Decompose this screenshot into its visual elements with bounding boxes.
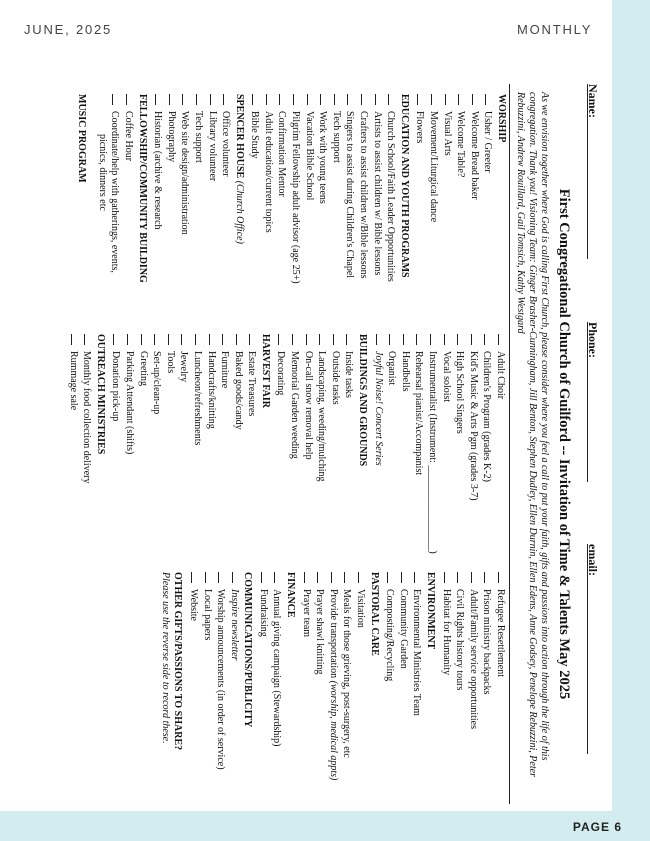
list-item[interactable]: Decorating bbox=[274, 334, 288, 564]
list-item[interactable]: Refugee Resettlement bbox=[493, 572, 507, 804]
list-item[interactable]: Greeting bbox=[136, 334, 150, 564]
list-item[interactable]: Community Garden bbox=[396, 572, 410, 804]
form-title: First Congregational Church of Guilford -- Invitation of Time & Talents May 2025 bbox=[556, 188, 572, 700]
list-item[interactable]: Rehearsal pianist/Accompanist bbox=[412, 334, 426, 564]
page-number: PAGE 6 bbox=[572, 820, 622, 834]
list-item[interactable]: Annual giving campaign (Stewardship) bbox=[270, 572, 284, 804]
list-item[interactable]: Furniture bbox=[218, 334, 232, 564]
list-item[interactable]: Adult Choir bbox=[493, 334, 507, 564]
section-title: COMMUNICATIONS/PUBLICITY bbox=[242, 572, 254, 728]
list-item[interactable]: Confirmation Mentor bbox=[275, 94, 289, 324]
list-item[interactable]: Tech support bbox=[329, 94, 343, 324]
list-item[interactable]: Donation pick-up bbox=[109, 334, 123, 564]
list-item[interactable]: Usher / Greeter bbox=[481, 94, 495, 324]
time-talents-form bbox=[25, 84, 600, 804]
email-label: email: bbox=[586, 544, 600, 576]
list-item[interactable]: Church School/Faith Leader Opportunities bbox=[384, 94, 398, 324]
list-item[interactable]: Worship announcements (in order of service) bbox=[214, 572, 228, 804]
list-item[interactable]: Historian (archive & research bbox=[151, 94, 165, 324]
section-title: WORSHIP bbox=[496, 94, 507, 143]
column-3 bbox=[158, 572, 507, 804]
section-title: MUSIC PROGRAM bbox=[76, 94, 88, 183]
list-item[interactable]: Landscaping, weeding/mulching bbox=[315, 334, 329, 564]
list-item[interactable]: Environmental Ministries Team bbox=[410, 572, 424, 804]
list-item[interactable]: Welcome Table? bbox=[454, 94, 468, 324]
list-item[interactable]: Provide transportation (worship, medical appts) bbox=[326, 572, 340, 804]
list-item[interactable]: Tools bbox=[163, 334, 177, 564]
issue-date: JUNE, 2025 bbox=[24, 22, 113, 37]
list-item[interactable]: Photography bbox=[164, 94, 178, 324]
list-item[interactable]: Composting/Recycling bbox=[383, 572, 397, 804]
list-item[interactable]: Instrumentalist (Instrument: _________________) bbox=[425, 334, 439, 564]
list-item[interactable]: Local papers bbox=[200, 572, 214, 804]
list-item[interactable]: On-call snow removal help bbox=[301, 334, 315, 564]
list-item[interactable]: Meals for those grieving, post-surgery, etc bbox=[340, 572, 354, 804]
list-item[interactable]: Vocal soloist bbox=[439, 334, 453, 564]
list-item[interactable]: Website bbox=[186, 572, 200, 804]
list-item[interactable]: Office volunteer bbox=[219, 94, 233, 324]
list-item[interactable]: Artists to assist children w/ Bible lessons bbox=[370, 94, 384, 324]
list-item[interactable]: Coffee Hour bbox=[121, 94, 135, 324]
list-item[interactable]: Inspire newsletter bbox=[227, 572, 241, 804]
list-item[interactable]: Set-up/clean-up bbox=[150, 334, 164, 564]
list-item[interactable]: Organist bbox=[385, 334, 399, 564]
list-item[interactable]: Estate Treasures bbox=[245, 334, 259, 564]
section-title: ENVIRONMENT bbox=[425, 572, 437, 650]
list-item[interactable]: Movement/Liturgical dance bbox=[426, 94, 440, 324]
list-item[interactable]: Crafters to assist children w/Bible lessons bbox=[356, 94, 370, 324]
list-item[interactable]: Work with young teens bbox=[316, 94, 330, 324]
phone-label: Phone: bbox=[586, 322, 600, 358]
list-item[interactable]: Luncheon/refreshments bbox=[190, 334, 204, 564]
list-item[interactable]: Baked goods/candy bbox=[231, 334, 245, 564]
list-item[interactable]: Pilgrim Fellowship adult advisor (age 25+) bbox=[289, 94, 303, 324]
divider bbox=[509, 84, 510, 804]
list-item[interactable]: Handcrafts/knitting bbox=[204, 334, 218, 564]
issue-frequency: MONTHLY bbox=[517, 22, 593, 37]
list-item[interactable]: Welcome Bread baker bbox=[467, 94, 481, 324]
other-note: Please use the reverse side to record these. bbox=[159, 572, 171, 744]
list-item[interactable]: Tech support bbox=[191, 94, 205, 324]
list-item[interactable]: Prayer team bbox=[299, 572, 313, 804]
list-item[interactable]: Habitat for Humanity bbox=[439, 572, 453, 804]
list-item[interactable]: Library volunteer bbox=[205, 94, 219, 324]
list-item[interactable]: Inside tasks bbox=[342, 334, 356, 564]
list-item[interactable]: Flowers bbox=[413, 94, 427, 324]
list-item[interactable]: Civil Rights history tours bbox=[453, 572, 467, 804]
list-item[interactable]: Visitation bbox=[353, 572, 367, 804]
contact-fields bbox=[584, 84, 600, 804]
list-item[interactable]: Singers to assist during Children's Chapel bbox=[343, 94, 357, 324]
list-item[interactable]: Memorial Garden weeding bbox=[288, 334, 302, 564]
name-label: Name: bbox=[586, 84, 600, 118]
list-item[interactable]: Jewelry bbox=[177, 334, 191, 564]
column-2 bbox=[66, 334, 507, 564]
list-item[interactable]: Parking Attendant (shifts) bbox=[122, 334, 136, 564]
list-item[interactable]: Fundraising bbox=[256, 572, 270, 804]
section-title: EDUCATION AND YOUTH PROGRAMS bbox=[398, 94, 410, 278]
column-1 bbox=[75, 94, 507, 324]
list-item[interactable]: Rummage sale bbox=[66, 334, 80, 564]
section-title: BUILDINGS AND GROUNDS bbox=[357, 334, 369, 467]
list-item[interactable]: Kid's Music & Arts Pgm (grades 3-7) bbox=[466, 334, 480, 564]
section-title: PASTORAL CARE bbox=[368, 572, 380, 656]
section-title: HARVEST FAIR bbox=[259, 334, 271, 409]
list-item[interactable]: Vacation Bible School bbox=[302, 94, 316, 324]
section-title: FELLOWSHIP/COMMUNITY BUILDING bbox=[136, 94, 148, 283]
list-item[interactable]: Outside tasks bbox=[328, 334, 342, 564]
list-item[interactable]: Visual Arts bbox=[440, 94, 454, 324]
list-item[interactable]: Bible Study bbox=[248, 94, 262, 324]
list-item[interactable]: Monthly food collection delivery bbox=[80, 334, 94, 564]
section-title: OTHER GIFTS/PASSIONS TO SHARE? bbox=[172, 572, 184, 751]
list-item[interactable]: Children's Program (grades K-2) bbox=[480, 334, 494, 564]
list-item[interactable]: Web site design/administration bbox=[178, 94, 192, 324]
list-item[interactable]: Joyful Noise! Concert Series bbox=[371, 334, 385, 564]
list-item[interactable]: Prison ministry backpacks bbox=[480, 572, 494, 804]
section-title: SPENCER HOUSE (Church Office) bbox=[233, 94, 245, 244]
list-item[interactable]: Handbells bbox=[398, 334, 412, 564]
list-item[interactable]: Coordinate/help with gatherings, events, bbox=[108, 94, 122, 324]
list-item[interactable]: Adult/Family service opportunities bbox=[466, 572, 480, 804]
list-item[interactable]: Adult education/current topics bbox=[261, 94, 275, 324]
form-intro: As we envision together where God is calling First Church, please consider where you feel a call to put your faith, gifts and passions into action through the life of this congregation. Thank you! Visioning Team: Ginger Brasher-Cunningham, Jill Benton, Stephen Dudley, Ellen Durnin, Ellen Edens, Anne Godsey, Penelope Rebuzzini, Peter Rebuzzini, Andrew Rouillard, Gail Tomsich, Kathy Westgard bbox=[515, 92, 550, 777]
list-item-continuation: picnics, dinners etc bbox=[96, 134, 108, 211]
section-title: OUTREACH MINISTRIES bbox=[94, 334, 106, 455]
section-title: FINANCE bbox=[285, 572, 297, 618]
list-item[interactable]: High School Singers bbox=[453, 334, 467, 564]
list-item[interactable]: Prayer shawl knitting bbox=[313, 572, 327, 804]
